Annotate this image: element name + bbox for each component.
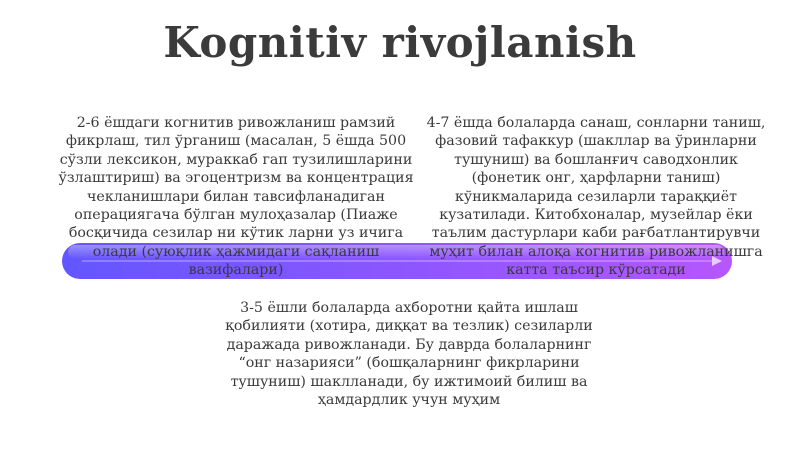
slide-title: Kognitiv rivojlanish [163, 18, 637, 67]
text-block-ages-4-7: 4-7 ёшда болаларда санаш, сонларни таниш, фазовий тафаккур (шакллар ва ўринларни тушуниш) ва бошланғич саводхонлик (фонетик онг, ҳарфларни таниш) кўникмаларида сезиларли тараққиёт кузатилади. Китобхоналар, музейлар ёки таълим дастурлари каби рағбатлантирувчи муҳит билан алоқа когнитив ривожланишга катта таъсир кўрсатади [426, 115, 766, 279]
text-block-ages-3-5: 3-5 ёшли болаларда ахборотни қайта ишлаш қобилияти (хотира, диққат ва тезлик) сезиларли даражада ривожланади. Бу даврда болаларнинг “онг назарияси” (бошқаларнинг фикрларини тушуниш) шаклланади, бу ижтимоий билиш ва ҳамдардлик учун муҳим [225, 300, 593, 409]
text-block-ages-2-6: 2-6 ёшдаги когнитив ривожланиш рамзий фикрлаш, тил ўрганиш (масалан, 5 ёшда 500 сўзли лексикон, мураккаб гап тузилишларини ўзлаштириш) ва эгоцентризм ва концентрация чекланишлари билан тавсифланадиган операциягача бўлган мулоҳазалар (Пиаже босқичида сезилар ни кўтик ларни уз ичига олади (суюқлик ҳажмидаги сақланиш вазифалари) [58, 115, 414, 279]
